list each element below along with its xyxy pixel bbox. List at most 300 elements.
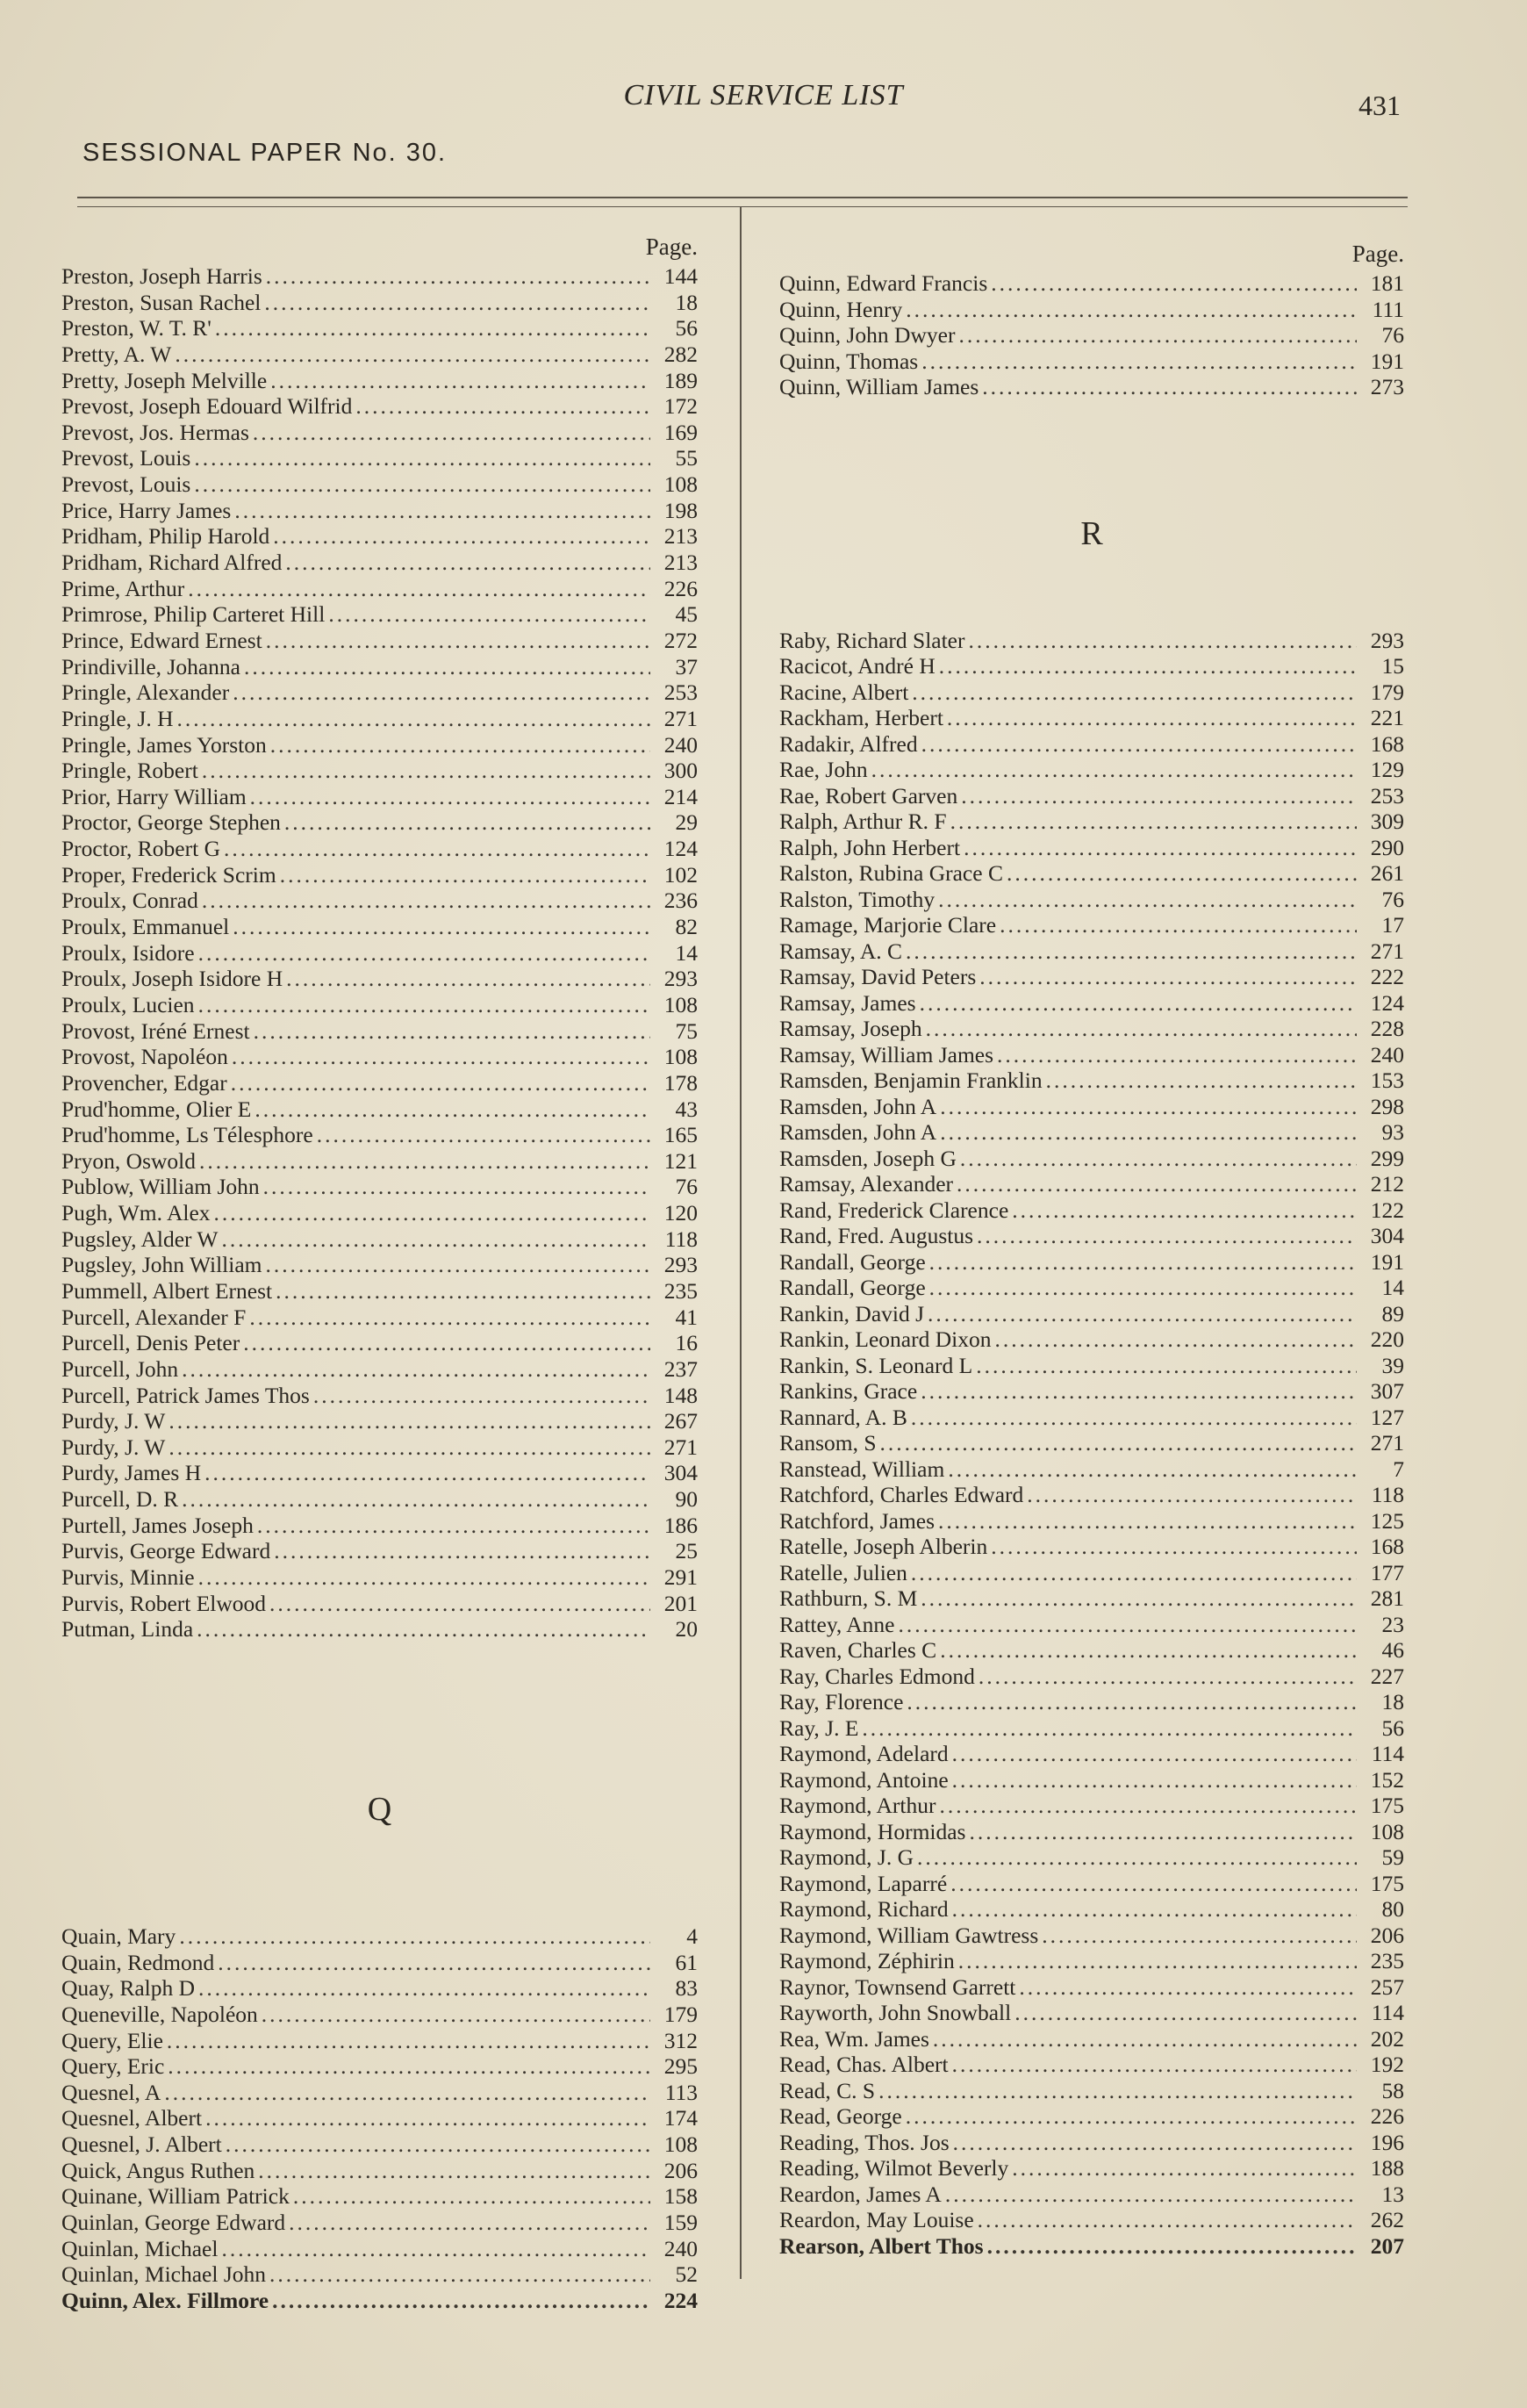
leader-dots bbox=[254, 1096, 650, 1123]
entry-name: Quinn, John Dwyer bbox=[779, 322, 956, 348]
entry-name: Pringle, Alexander bbox=[61, 679, 230, 706]
leader-dots bbox=[906, 2103, 1357, 2130]
entry-page-number: 15 bbox=[1381, 653, 1404, 679]
entry-name: Purdy, James H bbox=[61, 1460, 202, 1486]
entry-name: Raymond, Hormidas bbox=[779, 1818, 966, 1844]
leader-dots bbox=[957, 1171, 1357, 1197]
entry-page-number: 257 bbox=[1370, 1973, 1404, 2000]
entry-name: Reardon, May Louise bbox=[779, 2207, 974, 2232]
leader-dots bbox=[263, 1174, 650, 1200]
entry-page-number: 14 bbox=[1381, 1275, 1404, 1300]
entry-name: Purcell, Denis Peter bbox=[61, 1330, 240, 1356]
entry-name: Racine, Albert bbox=[779, 679, 909, 705]
index-entry bbox=[61, 914, 698, 940]
entry-name: Ratchford, Charles Edward bbox=[779, 1482, 1024, 1507]
entry-page-number: 129 bbox=[1370, 757, 1404, 782]
index-entry bbox=[61, 2236, 698, 2262]
leader-dots bbox=[218, 1950, 650, 1976]
leader-dots bbox=[958, 1948, 1357, 1974]
index-entry bbox=[61, 2002, 698, 2028]
entry-page-number: 61 bbox=[675, 1949, 698, 1975]
entry-name: Ramsay, James bbox=[779, 989, 916, 1016]
entry-page-number: 17 bbox=[1381, 912, 1404, 938]
leader-dots bbox=[274, 1538, 650, 1564]
leader-dots bbox=[198, 1975, 650, 2002]
entry-page-number: 298 bbox=[1370, 1093, 1404, 1119]
page-column-heading: Page. bbox=[1351, 241, 1404, 267]
leader-dots bbox=[921, 1378, 1357, 1405]
entry-page-number: 114 bbox=[1371, 1741, 1404, 1766]
index-entry bbox=[61, 1044, 698, 1070]
entry-page-number: 240 bbox=[1370, 1041, 1404, 1067]
leader-dots bbox=[205, 2105, 650, 2131]
entry-page-number: 45 bbox=[675, 601, 698, 628]
entry-name: Prevost, Louis bbox=[61, 471, 191, 498]
entry-name: Raynor, Townsend Garrett bbox=[779, 1973, 1016, 2000]
index-entry bbox=[61, 1174, 698, 1200]
leader-dots bbox=[197, 1616, 650, 1642]
entry-page-number: 127 bbox=[1370, 1404, 1404, 1430]
leader-dots bbox=[262, 2002, 650, 2028]
leader-dots bbox=[269, 1591, 650, 1617]
entry-name: Radakir, Alfred bbox=[779, 730, 918, 757]
leader-dots bbox=[286, 966, 650, 992]
index-entry bbox=[779, 1482, 1404, 1508]
entry-page-number: 29 bbox=[675, 809, 698, 836]
entry-name: Pringle, James Yorston bbox=[61, 731, 267, 758]
leader-dots bbox=[289, 2210, 650, 2236]
entry-page-number: 179 bbox=[663, 2001, 698, 2027]
q-section bbox=[61, 1790, 698, 2314]
entry-name: Rand, Fred. Augustus bbox=[779, 1223, 974, 1248]
leader-dots bbox=[920, 990, 1357, 1017]
index-entry bbox=[61, 1383, 698, 1409]
entry-page-number: 227 bbox=[1370, 1663, 1404, 1689]
r-section bbox=[779, 514, 1404, 2260]
left-column bbox=[61, 230, 698, 2314]
section-letter-r: R bbox=[1080, 514, 1103, 552]
index-entry bbox=[779, 1275, 1404, 1301]
index-entry bbox=[61, 1018, 698, 1045]
leader-dots bbox=[952, 2052, 1357, 2078]
entry-page-number: 169 bbox=[663, 419, 698, 445]
page-column-heading: Page. bbox=[645, 234, 698, 260]
leader-dots bbox=[198, 1564, 650, 1591]
entry-page-number: 212 bbox=[1370, 1171, 1404, 1197]
entry-name: Rankin, S. Leonard L bbox=[779, 1352, 973, 1378]
index-entry bbox=[61, 1096, 698, 1123]
section-letter-q: Q bbox=[367, 1790, 392, 1828]
leader-dots bbox=[182, 1486, 650, 1513]
entry-page-number: 206 bbox=[1370, 1922, 1404, 1948]
index-entry bbox=[61, 1975, 698, 2002]
entry-name: Queneville, Napoléon bbox=[61, 2001, 258, 2027]
leader-dots bbox=[264, 290, 650, 316]
entry-name: Rea, Wm. James bbox=[779, 2025, 929, 2052]
leader-dots bbox=[991, 270, 1357, 297]
leader-dots bbox=[940, 1793, 1358, 1819]
entry-page-number: 168 bbox=[1370, 730, 1404, 757]
leader-dots bbox=[250, 784, 650, 810]
leader-dots bbox=[232, 1044, 650, 1070]
entry-name: Quinn, Edward Francis bbox=[779, 270, 988, 296]
index-entry bbox=[61, 368, 698, 394]
leader-dots bbox=[958, 322, 1357, 349]
entry-page-number: 52 bbox=[675, 2261, 698, 2288]
leader-dots bbox=[1012, 2155, 1357, 2182]
entry-page-number: 55 bbox=[675, 445, 698, 471]
leader-dots bbox=[977, 1223, 1357, 1249]
leader-dots bbox=[313, 1383, 650, 1409]
entry-page-number: 108 bbox=[663, 471, 698, 498]
entry-page-number: 267 bbox=[663, 1408, 698, 1434]
index-entry bbox=[779, 731, 1404, 758]
entry-page-number: 82 bbox=[675, 914, 698, 940]
entry-name: Prindiville, Johanna bbox=[61, 653, 240, 679]
entry-name: Rayworth, John Snowball bbox=[779, 2000, 1012, 2025]
index-entry bbox=[779, 1430, 1404, 1456]
leader-dots bbox=[952, 1896, 1357, 1923]
entry-name: Quesnel, A bbox=[61, 2079, 161, 2105]
index-entry bbox=[61, 393, 698, 420]
entry-page-number: 228 bbox=[1370, 1016, 1404, 1041]
entry-page-number: 178 bbox=[663, 1069, 698, 1096]
leader-dots bbox=[976, 1353, 1357, 1379]
entry-name: Pummell, Albert Ernest bbox=[61, 1277, 273, 1304]
index-entry bbox=[779, 887, 1404, 913]
entry-page-number: 271 bbox=[1370, 1430, 1404, 1456]
index-entry bbox=[779, 653, 1404, 679]
index-entry bbox=[779, 1923, 1404, 1949]
entry-page-number: 83 bbox=[675, 1975, 698, 2002]
index-entry bbox=[779, 2130, 1404, 2156]
leader-dots bbox=[233, 679, 650, 706]
entry-name: Purcell, Alexander F bbox=[61, 1304, 247, 1330]
entry-page-number: 222 bbox=[1370, 964, 1404, 989]
entry-page-number: 181 bbox=[1370, 270, 1404, 296]
index-entry bbox=[779, 2182, 1404, 2208]
page-number: 431 bbox=[1359, 90, 1401, 121]
leader-dots bbox=[878, 2078, 1357, 2104]
entry-name: Provost, Iréné Ernest bbox=[61, 1017, 250, 1044]
leader-dots bbox=[952, 1741, 1357, 1767]
leader-dots bbox=[964, 835, 1357, 861]
index-entry bbox=[61, 1434, 698, 1461]
entry-page-number: 261 bbox=[1370, 860, 1404, 886]
entry-page-number: 158 bbox=[663, 2183, 698, 2210]
entry-page-number: 282 bbox=[663, 341, 698, 367]
entry-page-number: 300 bbox=[663, 758, 698, 784]
index-entry bbox=[779, 1119, 1404, 1146]
index-entry bbox=[779, 1405, 1404, 1431]
index-entry bbox=[61, 1513, 698, 1539]
entry-page-number: 4 bbox=[686, 1923, 698, 1949]
index-entry bbox=[61, 1330, 698, 1356]
entry-page-number: 240 bbox=[663, 731, 698, 758]
entry-name: Randall, George bbox=[779, 1275, 926, 1300]
entry-page-number: 213 bbox=[663, 523, 698, 550]
leader-dots bbox=[266, 263, 650, 290]
entry-page-number: 108 bbox=[1370, 1818, 1404, 1844]
q-entries-continued-list bbox=[779, 270, 1404, 400]
index-entry bbox=[779, 938, 1404, 965]
leader-dots bbox=[168, 2053, 650, 2080]
running-title: CIVIL SERVICE LIST bbox=[623, 79, 904, 111]
index-entry bbox=[779, 1689, 1404, 1715]
entry-name: Ramsden, Joseph G bbox=[779, 1145, 957, 1171]
index-entry bbox=[61, 2158, 698, 2184]
entry-name: Pringle, J. H bbox=[61, 705, 174, 731]
leader-dots bbox=[912, 679, 1357, 706]
entry-name: Rearson, Albert Thos bbox=[779, 2232, 984, 2259]
entry-name: Rathburn, S. M bbox=[779, 1585, 918, 1611]
entry-name: Ramsden, John A bbox=[779, 1119, 937, 1145]
index-entry bbox=[779, 1819, 1404, 1845]
leader-dots bbox=[270, 732, 650, 758]
leader-dots bbox=[175, 341, 650, 368]
entry-page-number: 124 bbox=[1370, 989, 1404, 1016]
index-entry bbox=[61, 888, 698, 914]
leader-dots bbox=[906, 297, 1357, 323]
leader-dots bbox=[214, 1200, 650, 1226]
entry-page-number: 76 bbox=[1381, 886, 1404, 912]
entry-name: Ransom, S bbox=[779, 1430, 877, 1456]
entry-name: Preston, W. T. R' bbox=[61, 315, 211, 341]
index-entry bbox=[61, 2080, 698, 2106]
leader-dots bbox=[921, 349, 1357, 375]
entry-page-number: 192 bbox=[1370, 2052, 1404, 2077]
index-entry bbox=[61, 1923, 698, 1950]
header-rule bbox=[77, 197, 1408, 198]
leader-dots bbox=[224, 836, 650, 862]
entry-name: Publow, William John bbox=[61, 1174, 260, 1200]
entry-page-number: 240 bbox=[663, 2235, 698, 2261]
leader-dots bbox=[167, 2028, 650, 2054]
index-entry bbox=[779, 1793, 1404, 1819]
entry-page-number: 293 bbox=[663, 966, 698, 992]
leader-dots bbox=[978, 2207, 1357, 2233]
index-entry bbox=[779, 2000, 1404, 2026]
index-entry bbox=[779, 628, 1404, 654]
leader-dots bbox=[928, 1301, 1357, 1327]
index-entry bbox=[61, 2053, 698, 2080]
entry-page-number: 293 bbox=[663, 1252, 698, 1278]
index-entry bbox=[779, 1326, 1404, 1353]
entry-name: Purvis, George Edward bbox=[61, 1538, 271, 1564]
entry-name: Ralston, Timothy bbox=[779, 886, 936, 912]
leader-dots bbox=[272, 2288, 650, 2314]
entry-page-number: 80 bbox=[1381, 1896, 1404, 1922]
entry-page-number: 226 bbox=[1370, 2103, 1404, 2129]
entry-page-number: 113 bbox=[664, 2079, 698, 2105]
entry-page-number: 201 bbox=[663, 1590, 698, 1616]
entry-page-number: 159 bbox=[663, 2210, 698, 2235]
entry-name: Quain, Mary bbox=[61, 1923, 176, 1949]
entry-page-number: 271 bbox=[663, 705, 698, 731]
entry-page-number: 122 bbox=[1370, 1197, 1404, 1223]
entry-name: Ramsden, John A bbox=[779, 1093, 937, 1119]
entry-name: Quinane, William Patrick bbox=[61, 2183, 290, 2210]
entry-name: Ramsay, David Peters bbox=[779, 964, 977, 989]
entry-page-number: 46 bbox=[1381, 1637, 1404, 1663]
entry-name: Quinn, Alex. Fillmore bbox=[61, 2287, 269, 2313]
entry-name: Rackham, Herbert bbox=[779, 705, 943, 730]
entry-name: Quinn, William James bbox=[779, 374, 979, 399]
entry-page-number: 148 bbox=[663, 1382, 698, 1408]
index-entry bbox=[61, 1122, 698, 1148]
entry-page-number: 102 bbox=[663, 861, 698, 888]
entry-name: Raymond, William Gawtress bbox=[779, 1922, 1039, 1948]
index-entry bbox=[61, 2028, 698, 2054]
entry-page-number: 186 bbox=[663, 1512, 698, 1538]
index-entry bbox=[779, 2026, 1404, 2052]
index-entry bbox=[779, 2103, 1404, 2130]
entry-page-number: 41 bbox=[675, 1304, 698, 1330]
entry-page-number: 175 bbox=[1370, 1793, 1404, 1818]
index-entry bbox=[779, 757, 1404, 783]
index-entry bbox=[779, 349, 1404, 375]
index-entry bbox=[779, 860, 1404, 887]
leader-dots bbox=[862, 1715, 1357, 1742]
entry-name: Quinn, Henry bbox=[779, 296, 903, 322]
entry-page-number: 39 bbox=[1381, 1352, 1404, 1378]
index-entry bbox=[61, 471, 698, 498]
sessional-paper-label: SESSIONAL PAPER No. 30. bbox=[82, 139, 448, 167]
entry-name: Quinn, Thomas bbox=[779, 348, 919, 374]
index-entry bbox=[61, 1200, 698, 1226]
index-entry bbox=[61, 601, 698, 628]
entry-name: Read, George bbox=[779, 2103, 902, 2129]
index-entry bbox=[61, 1305, 698, 1331]
index-entry bbox=[61, 420, 698, 446]
index-entry bbox=[779, 835, 1404, 861]
index-entry bbox=[61, 654, 698, 680]
entry-page-number: 191 bbox=[1370, 1248, 1404, 1275]
header-rule-thin bbox=[77, 206, 1408, 207]
leader-dots bbox=[249, 1305, 650, 1331]
entry-page-number: 188 bbox=[1370, 2155, 1404, 2181]
leader-dots bbox=[1042, 1923, 1357, 1949]
entry-name: Quesnel, Albert bbox=[61, 2105, 203, 2131]
leader-dots bbox=[1007, 860, 1357, 887]
index-entry bbox=[779, 1767, 1404, 1793]
leader-dots bbox=[907, 1689, 1357, 1715]
entry-page-number: 7 bbox=[1393, 1456, 1404, 1482]
index-entry bbox=[61, 706, 698, 732]
index-entry bbox=[779, 2233, 1404, 2260]
entry-name: Proper, Frederick Scrim bbox=[61, 861, 276, 888]
entry-name: Racicot, André H bbox=[779, 653, 936, 679]
entry-name: Rankins, Grace bbox=[779, 1378, 918, 1404]
entry-name: Proctor, Robert G bbox=[61, 836, 220, 862]
entry-page-number: 14 bbox=[675, 939, 698, 966]
leader-dots bbox=[933, 2026, 1357, 2052]
index-entry bbox=[61, 966, 698, 992]
leader-dots bbox=[285, 550, 650, 576]
leader-dots bbox=[198, 940, 650, 967]
entry-page-number: 237 bbox=[663, 1355, 698, 1382]
entry-page-number: 291 bbox=[663, 1564, 698, 1591]
leader-dots bbox=[202, 758, 650, 784]
p-entries-list bbox=[61, 263, 698, 1642]
entry-page-number: 221 bbox=[1370, 705, 1404, 730]
index-entry bbox=[779, 1016, 1404, 1042]
index-entry bbox=[779, 912, 1404, 938]
leader-dots bbox=[254, 1018, 650, 1045]
index-entry bbox=[61, 498, 698, 524]
entry-name: Ramsay, William James bbox=[779, 1041, 994, 1067]
leader-dots bbox=[226, 2131, 650, 2158]
entry-name: Ramsden, Benjamin Franklin bbox=[779, 1067, 1043, 1093]
index-entry bbox=[61, 315, 698, 341]
entry-name: Prevost, Jos. Hermas bbox=[61, 419, 249, 445]
leader-dots bbox=[906, 938, 1357, 965]
entry-page-number: 43 bbox=[675, 1096, 698, 1122]
leader-dots bbox=[355, 393, 650, 420]
entry-name: Quick, Angus Ruthen bbox=[61, 2157, 255, 2183]
entry-name: Purcell, D. R bbox=[61, 1486, 179, 1513]
index-entry bbox=[61, 836, 698, 862]
entry-name: Rand, Frederick Clarence bbox=[779, 1197, 1009, 1223]
entry-name: Prime, Arthur bbox=[61, 575, 185, 601]
entry-name: Ratchford, James bbox=[779, 1507, 936, 1534]
index-entry bbox=[779, 297, 1404, 323]
entry-name: Prior, Harry William bbox=[61, 783, 247, 809]
leader-dots bbox=[938, 887, 1357, 913]
entry-page-number: 118 bbox=[1371, 1482, 1404, 1507]
index-entry bbox=[61, 1460, 698, 1486]
entry-name: Ratelle, Joseph Alberin bbox=[779, 1534, 988, 1559]
entry-page-number: 172 bbox=[663, 393, 698, 420]
leader-dots bbox=[198, 992, 650, 1018]
entry-name: Ranstead, William bbox=[779, 1456, 945, 1482]
index-entry bbox=[779, 679, 1404, 706]
index-entry bbox=[61, 1564, 698, 1591]
entry-name: Price, Harry James bbox=[61, 497, 232, 523]
entry-name: Reardon, James A bbox=[779, 2181, 942, 2207]
leader-dots bbox=[961, 783, 1357, 809]
entry-name: Pugsley, John William bbox=[61, 1252, 262, 1278]
entry-page-number: 18 bbox=[1381, 1689, 1404, 1714]
entry-page-number: 20 bbox=[675, 1616, 698, 1642]
leader-dots bbox=[244, 654, 650, 680]
index-entry bbox=[779, 374, 1404, 400]
leader-dots bbox=[199, 1148, 650, 1175]
entry-name: Ramsay, Joseph bbox=[779, 1016, 922, 1041]
entry-name: Proctor, George Stephen bbox=[61, 809, 281, 836]
index-entry bbox=[61, 1538, 698, 1564]
entry-page-number: 226 bbox=[663, 575, 698, 601]
entry-name: Read, C. S bbox=[779, 2077, 876, 2103]
leader-dots bbox=[926, 1016, 1357, 1042]
entry-name: Quain, Redmond bbox=[61, 1949, 215, 1975]
entry-name: Raymond, Arthur bbox=[779, 1793, 936, 1818]
right-column bbox=[779, 237, 1404, 2259]
entry-page-number: 56 bbox=[675, 315, 698, 341]
entry-name: Purvis, Minnie bbox=[61, 1564, 195, 1591]
entry-page-number: 271 bbox=[663, 1434, 698, 1460]
column-divider bbox=[740, 207, 742, 2279]
entry-page-number: 174 bbox=[663, 2105, 698, 2131]
index-entry bbox=[61, 732, 698, 758]
leader-dots bbox=[940, 1637, 1357, 1664]
leader-dots bbox=[182, 1356, 650, 1383]
entry-page-number: 235 bbox=[663, 1277, 698, 1304]
entry-name: Ramsay, Alexander bbox=[779, 1171, 954, 1197]
entry-name: Reading, Wilmot Beverly bbox=[779, 2155, 1009, 2181]
entry-name: Ratelle, Julien bbox=[779, 1559, 907, 1585]
index-entry bbox=[61, 290, 698, 316]
